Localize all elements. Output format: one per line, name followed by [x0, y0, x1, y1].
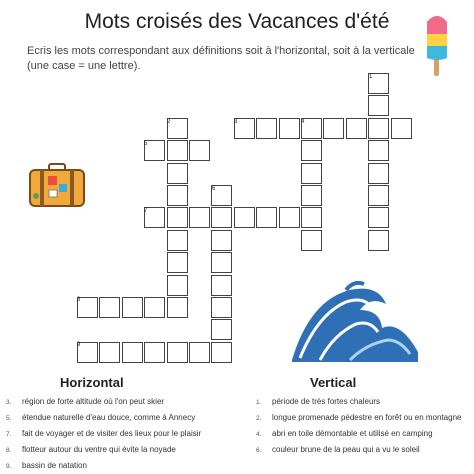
grid-cell[interactable] [301, 230, 322, 251]
grid-cell[interactable] [301, 163, 322, 184]
grid-cell[interactable] [189, 207, 210, 228]
clue-text: fait de voyager et de visiter des lieux pour le plaisir [22, 429, 202, 438]
grid-cell[interactable] [189, 342, 210, 363]
grid-cell[interactable] [323, 118, 344, 139]
clue-text: flotteur autour du ventre qui évite la noyade [22, 445, 176, 454]
instructions [27, 44, 427, 74]
clue-number: 9. [6, 463, 12, 470]
grid-cell[interactable] [167, 185, 188, 206]
suitcase-icon [27, 162, 87, 210]
grid-cell[interactable] [301, 185, 322, 206]
grid-cell[interactable] [368, 230, 389, 251]
grid-cell[interactable] [234, 207, 255, 228]
grid-cell[interactable] [122, 342, 143, 363]
grid-cell[interactable] [211, 275, 232, 296]
horizontal-clue [6, 397, 165, 407]
grid-cell[interactable] [279, 118, 300, 139]
grid-number-4: 4 [301, 119, 305, 125]
grid-cell[interactable] [167, 230, 188, 251]
clue-number: 6. [256, 447, 262, 454]
clue-text: région de forte altitude où l'on peut skier [22, 397, 165, 406]
instructions-line-1: Ecris les mots correspondant aux définitions soit à l'horizontal, soit à la verticale [27, 45, 415, 57]
grid-number-9: 9 [77, 342, 81, 348]
clue-text: bassin de natation [22, 461, 87, 470]
grid-cell[interactable] [368, 95, 389, 116]
grid-number-5: 5 [144, 141, 148, 147]
vertical-clue [256, 445, 420, 455]
page-title: Mots croisés des Vacances d'été [84, 10, 390, 33]
grid-cell[interactable] [368, 118, 389, 139]
grid-cell[interactable] [256, 207, 277, 228]
grid-cell[interactable] [167, 140, 188, 161]
grid-cell[interactable] [211, 297, 232, 318]
grid-cell[interactable] [368, 185, 389, 206]
grid-cell[interactable] [211, 319, 232, 340]
vertical-clue [256, 413, 462, 423]
clue-number: 8. [6, 447, 12, 454]
grid-cell[interactable] [301, 140, 322, 161]
vertical-heading: Vertical [310, 375, 357, 390]
popsicle-icon [424, 14, 450, 78]
grid-number-1: 1 [369, 74, 373, 80]
grid-cell[interactable] [167, 163, 188, 184]
grid-number-7: 7 [144, 208, 148, 214]
clue-number: 5. [6, 415, 12, 422]
grid-cell[interactable] [346, 118, 367, 139]
horizontal-heading: Horizontal [60, 375, 124, 390]
grid-cell[interactable] [279, 207, 300, 228]
grid-cell[interactable] [167, 297, 188, 318]
grid-cell[interactable] [144, 297, 165, 318]
grid-cell[interactable] [167, 342, 188, 363]
grid-cell[interactable] [122, 297, 143, 318]
grid-number-2: 2 [167, 119, 171, 125]
grid-cell[interactable] [368, 140, 389, 161]
instructions-line-2: (une case = une lettre). [27, 60, 141, 72]
clue-number: 7. [6, 431, 12, 438]
horizontal-clue [6, 445, 176, 455]
clue-number: 2. [256, 415, 262, 422]
clue-text: période de très fortes chaleurs [272, 397, 381, 406]
grid-cell[interactable] [189, 140, 210, 161]
grid-cell[interactable] [167, 275, 188, 296]
clue-text: abri en toile démontable et utilisé en camping [272, 429, 433, 438]
grid-number-8: 8 [77, 297, 81, 303]
grid-cell[interactable] [368, 207, 389, 228]
grid-cell[interactable] [211, 252, 232, 273]
grid-cell[interactable] [99, 342, 120, 363]
horizontal-clue [6, 413, 196, 423]
grid-cell[interactable] [167, 207, 188, 228]
horizontal-clue [6, 429, 202, 439]
grid-cell[interactable] [368, 163, 389, 184]
clue-text: longue promenade pédestre en forêt ou en montagne [272, 413, 462, 422]
grid-cell[interactable] [99, 297, 120, 318]
grid-number-3: 3 [234, 119, 238, 125]
clue-text: étendue naturelle d'eau douce, comme à Annecy [22, 413, 196, 422]
horizontal-clue [6, 461, 87, 471]
grid-cell[interactable] [391, 118, 412, 139]
grid-cell[interactable] [211, 342, 232, 363]
clue-number: 4. [256, 431, 262, 438]
grid-number-6: 6 [212, 186, 216, 192]
grid-cell[interactable] [144, 342, 165, 363]
grid-cell[interactable] [256, 118, 277, 139]
grid-cell[interactable] [211, 230, 232, 251]
grid-cell[interactable] [301, 207, 322, 228]
clue-text: couleur brune de la peau qui a vu le soleil [272, 445, 420, 454]
grid-cell[interactable] [167, 252, 188, 273]
vertical-clue [256, 397, 381, 407]
vertical-clue [256, 429, 433, 439]
clue-number: 3. [6, 399, 12, 406]
clue-number: 1. [256, 399, 262, 406]
grid-cell[interactable] [211, 207, 232, 228]
wave-icon [290, 280, 420, 364]
